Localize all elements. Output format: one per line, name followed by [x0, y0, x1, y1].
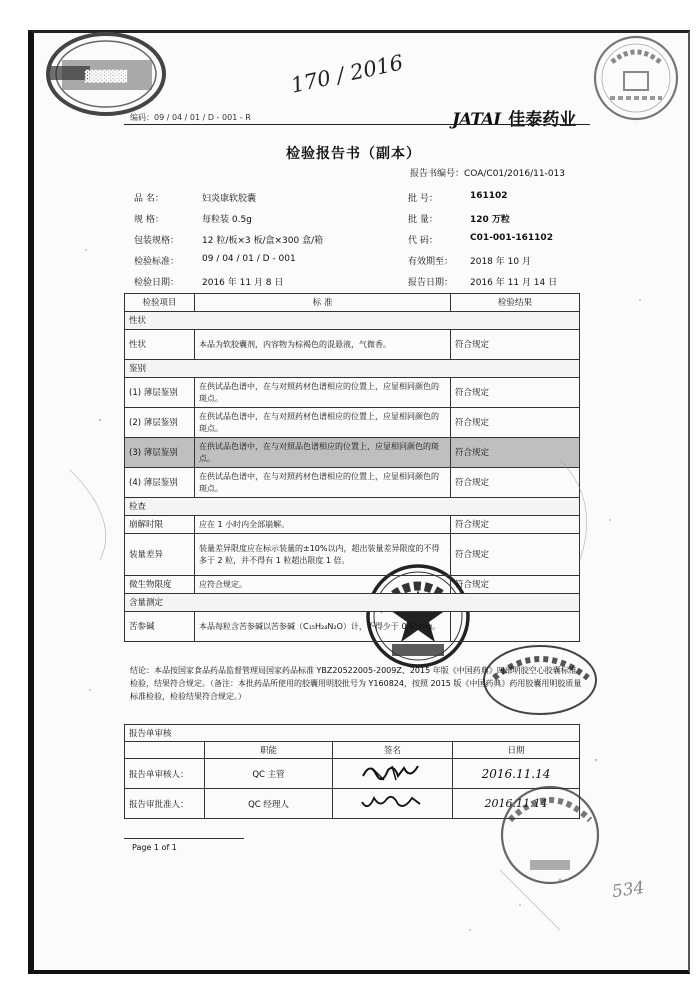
company-logo-mark: JATAI: [452, 110, 501, 130]
test-date-label: 检验日期：: [134, 278, 180, 288]
standard-label: 检验标准：: [134, 257, 180, 267]
table-header-row: [125, 294, 580, 312]
company-name: 佳泰药业: [508, 110, 577, 130]
signoff-reviewer-role: QC 主管: [205, 759, 333, 789]
product-label: 品 名：: [134, 194, 164, 204]
row-item: 崩解时限: [125, 516, 195, 534]
report-date-value: 2016 年 11 月 14 日: [470, 278, 558, 288]
row-standard: 在供试品色谱中，在与对照品色谱相应的位置上，应显相同颜色的斑点。: [195, 438, 451, 468]
row-item: 性状: [125, 330, 195, 360]
section-character: 性状: [125, 312, 580, 330]
table-row: [125, 759, 580, 789]
row-standard: 本品每粒含苦参碱以苦参碱（C₁₅H₂₄N₂O）计，不得少于 0.65mg。: [195, 612, 451, 642]
signoff-reviewer-signature: [333, 759, 453, 789]
signoff-header-role: 职能: [205, 742, 333, 759]
signoff-header-date: 日期: [453, 742, 580, 759]
batch-value: 161102: [470, 191, 508, 201]
table-row: [125, 789, 580, 819]
stamp-top-right: [590, 32, 682, 124]
qty-value: 120 万粒: [470, 215, 510, 225]
row-standard: 在供试品色谱中，在与对照药材色谱相应的位置上，应显相同颜色的斑点。: [195, 468, 451, 498]
section-row-character: [125, 312, 580, 330]
qty-label: 批 量：: [408, 215, 438, 225]
row-standard: 本品为软胶囊剂，内容物为棕褐色的混悬液，气微香。: [195, 330, 451, 360]
section-identification: 鉴别: [125, 360, 580, 378]
row-standard: 在供试品色谱中，在与对照药材色谱相应的位置上，应显相同颜色的斑点。: [195, 378, 451, 408]
table-row: [125, 534, 580, 576]
page-footer-rule: [124, 838, 244, 839]
handwritten-signature: [358, 790, 428, 814]
table-row: [125, 612, 580, 642]
code-label: 代 码：: [408, 236, 438, 246]
results-table: [124, 293, 580, 642]
spec-label: 规 格：: [134, 215, 164, 225]
row-result: 符合规定: [451, 534, 580, 576]
row-result: 符合规定: [451, 516, 580, 534]
table-row: [125, 378, 580, 408]
signoff-reviewer-label: 报告单审核人：: [125, 759, 205, 789]
report-date-label: 报告日期：: [408, 278, 454, 288]
table-row: [125, 330, 580, 360]
row-result: [451, 612, 580, 642]
pack-label: 包装规格：: [134, 236, 180, 246]
signoff-approver-role: QC 经理人: [205, 789, 333, 819]
handwritten-signature: [358, 760, 428, 784]
code-value: C01-001-161102: [470, 233, 553, 243]
table-row: [125, 438, 580, 468]
row-result: 符合规定: [451, 408, 580, 438]
row-item: (2) 薄层鉴别: [125, 408, 195, 438]
row-result: 符合规定: [451, 438, 580, 468]
section-assay: 含量测定: [125, 594, 580, 612]
signoff-approver-date: 2016.11.14: [453, 789, 580, 819]
signoff-header-signature: 签名: [333, 742, 453, 759]
signoff-section-row: [125, 725, 580, 742]
table-row: [125, 408, 580, 438]
row-item: 微生物限度: [125, 576, 195, 594]
header-result: 检验结果: [451, 294, 580, 312]
standard-value: 09 / 04 / 01 / D - 001: [202, 254, 296, 264]
product-value: 妇炎康软胶囊: [202, 194, 257, 204]
row-result: 符合规定: [451, 378, 580, 408]
company-logo: [452, 105, 576, 130]
svg-text:▓▓▓▓▓: ▓▓▓▓▓: [84, 70, 128, 83]
row-item: 装量差异: [125, 534, 195, 576]
section-row-inspection: [125, 498, 580, 516]
row-item: (1) 薄层鉴别: [125, 378, 195, 408]
signoff-header-row: [125, 742, 580, 759]
row-item: (3) 薄层鉴别: [125, 438, 195, 468]
report-number-label: 报告书编号：: [410, 169, 465, 179]
row-result: 符合规定: [451, 576, 580, 594]
pack-value: 12 粒/板×3 板/盒×300 盒/箱: [202, 236, 324, 246]
section-row-assay: [125, 594, 580, 612]
signoff-header-blank: [125, 742, 205, 759]
table-row: [125, 576, 580, 594]
row-result: 符合规定: [451, 330, 580, 360]
signoff-approver-signature: [333, 789, 453, 819]
conclusion-text: 结论：本品按国家食品药品监督管理局国家药品标准 YBZ20522005-2009Z、2015 年版《中国药典》四部明胶空心胶囊标准检验，结果符合规定。（备注：本批药品所使用的胶囊用明胶批号为 Y160824，按照 2015 版《中国药典》药用胶囊用明胶质量标准检验，检验结果符合规定。）: [130, 666, 582, 701]
report-number-value: COA/C01/2016/11-013: [464, 169, 565, 179]
document-title: 检验报告书（副本）: [286, 146, 421, 162]
section-row-identification: [125, 360, 580, 378]
signoff-section-label: 报告单审核: [125, 725, 580, 742]
table-row: [125, 516, 580, 534]
section-inspection: 检查: [125, 498, 580, 516]
page-number: Page 1 of 1: [132, 843, 177, 852]
stamp-top-left: [44, 30, 170, 118]
expiry-value: 2018 年 10 月: [470, 257, 531, 267]
report-number: [410, 166, 565, 179]
margin-note: 534: [610, 877, 646, 903]
header-item: 检验项目: [125, 294, 195, 312]
batch-label: 批 号：: [408, 194, 438, 204]
table-row: [125, 468, 580, 498]
handwritten-note: 170 / 2016: [288, 50, 406, 98]
signoff-reviewer-date: 2016.11.14: [453, 759, 580, 789]
row-standard: 装量差异限度应在标示装量的±10%以内，超出装量差异限度的不得多于 2 粒，并不得有 1 粒超出限度 1 倍。: [195, 534, 451, 576]
expiry-label: 有效期至：: [408, 257, 454, 267]
row-standard: 在供试品色谱中，在与对照药材色谱相应的位置上，应显相同颜色的斑点。: [195, 408, 451, 438]
row-standard: 应在 1 小时内全部崩解。: [195, 516, 451, 534]
row-item: (4) 薄层鉴别: [125, 468, 195, 498]
row-item: 苦参碱: [125, 612, 195, 642]
document-code: 编码：09 / 04 / 01 / D - 001 - R: [130, 113, 251, 122]
header-rule: [124, 124, 590, 125]
signoff-approver-label: 报告审批准人：: [125, 789, 205, 819]
row-standard: 应符合规定。: [195, 576, 451, 594]
spec-value: 每粒装 0.5g: [202, 215, 252, 225]
signoff-table: [124, 724, 580, 819]
header-standard: 标 准: [195, 294, 451, 312]
test-date-value: 2016 年 11 月 8 日: [202, 278, 284, 288]
row-result: 符合规定: [451, 468, 580, 498]
